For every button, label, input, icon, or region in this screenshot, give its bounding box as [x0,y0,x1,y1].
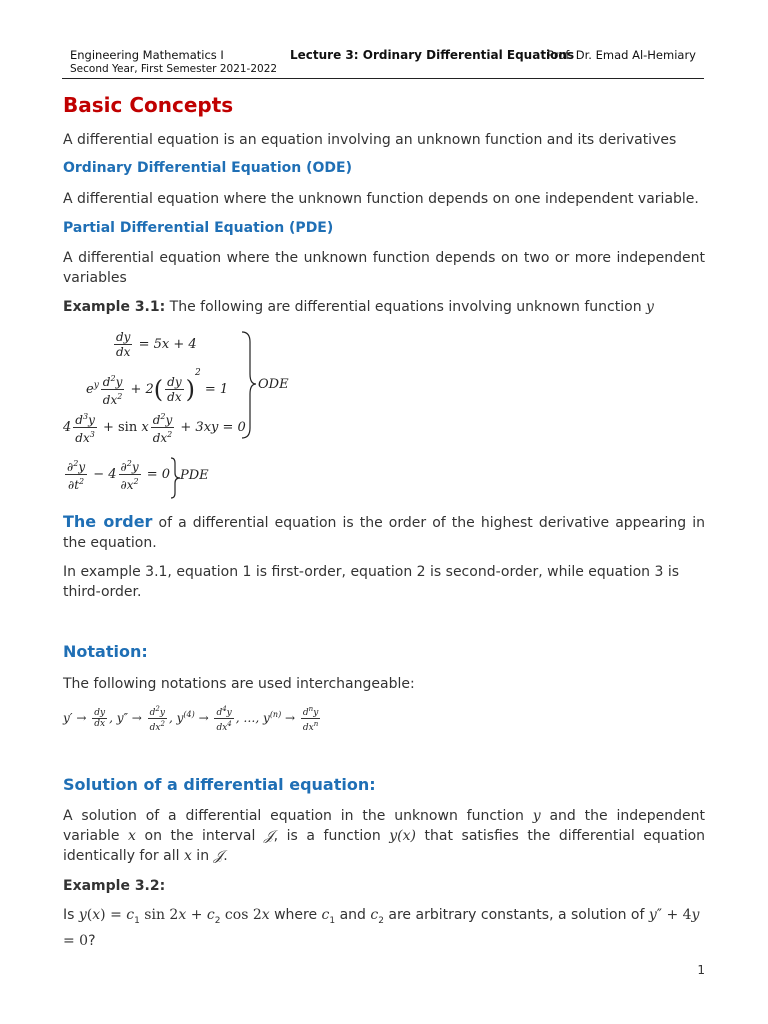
example-3-1-intro [63,297,705,317]
order-text [63,512,705,553]
example-text: The following are differential equations involving unknown function [165,299,647,315]
q-d: are arbitrary constants, a solution of [383,907,649,923]
pde-heading: Partial Differential Equation (PDE) [63,220,334,236]
equation-1: $\frac{dy}{dx}$ = 5x + 4 [116,330,197,359]
solution-text-e: that satisfies the differential equation identically for all [63,828,706,864]
example-3-2-label [63,876,705,896]
q-a: Is [63,907,79,923]
course-name: Engineering Mathematics I [70,48,224,62]
pde-text: A differential equation where the unknown function depends on two or more independent variables [63,250,705,286]
solution-text-a: A solution of a differential equation in the unknown function [63,808,533,824]
q-c: and [335,907,371,923]
solution-x-2: x [183,848,192,864]
order-definition: of a differential equation is the order of the highest derivative appearing in the equation. [63,515,705,551]
ode-heading: Ordinary Differential Equation (ODE) [63,160,353,176]
ode-brace [240,330,260,440]
pde-label: PDE [180,468,209,483]
solution-text: A solution of a differential equation in the unknown function y and the independent variable x on the interval 𝒥, is a function y(x) that satisfies the differential equation identically for all x in 𝒥. [63,808,706,864]
lecture-title: Lecture 3: Ordinary Differential Equations [290,48,575,62]
solution-x: x [128,828,136,844]
example-label: Example 3.1: [63,299,166,315]
page-number: 1 [697,963,705,977]
example-3-2-question: Is $y(x) = c_1$ $\sin 2x + c_2$ cos 2x where $c_1$ and $c_2$ are arbitrary constants, a solution of y″ + 4y = 0? [63,907,700,949]
solution-text-d: , is a function [273,828,390,844]
equation-3: 4 $\frac{d^3y}{dx^3}$ + sin x $\frac{d^2y}{dx^2}$ + 3xy = 0 [63,412,246,445]
equation-4: $\frac{\partial^2y}{\partial t^2}$ − 4 $\frac{\partial^2y}{\partial x^2}$ = 0 [67,459,171,492]
solution-text-c: on the interval [135,828,264,844]
solution-y: y [532,808,541,824]
equation-2: $e^y$ $\frac{d^2y}{dx^2}$ + 2( $\frac{dy}{dx}$ )$^2$ = 1 [86,368,229,407]
q-e: ? [88,932,96,949]
solution-text-b: and the independent variable [63,808,705,844]
ode-text: A differential equation where the unknown function depends on one independent variable. [63,191,699,207]
example-3-2-title: Example 3.2: [63,878,166,894]
notation-heading: Notation: [63,642,148,661]
example-var: y [646,299,654,315]
notation-formula: y′ → $\frac{dy}{dx}$ , y″ → $\frac{d^2y}{dx^2}$ , $y^{(4)}$ → $\frac{d^4y}{dx^4}$ , …, $y^{(n)}$ → $d^ny$ $dx^n$ [63,705,319,733]
solution-text-f: in [191,848,214,864]
order-example: In example 3.1, equation 1 is first-order, equation 2 is second-order, while equation 3 is third-order. [63,564,680,600]
solution-heading: Solution of a differential equation: [63,775,376,794]
order-lead: The order [63,512,153,531]
q-b: where [269,907,322,923]
page-header [62,44,704,79]
section-title: Basic Concepts [63,93,234,117]
solution-interval-2: 𝒥 [213,848,224,864]
solution-interval: 𝒥 [263,828,274,844]
author-name: Prof. Dr. Emad Al-Hemiary [547,48,696,62]
notation-text: The following notations are used interchangeable: [63,676,415,692]
solution-func: y(x) [389,828,416,844]
definition-text: A differential equation is an equation involving an unknown function and its derivatives [63,132,677,148]
semester-info: Second Year, First Semester 2021-2022 [70,63,278,75]
ode-label: ODE [258,377,289,392]
